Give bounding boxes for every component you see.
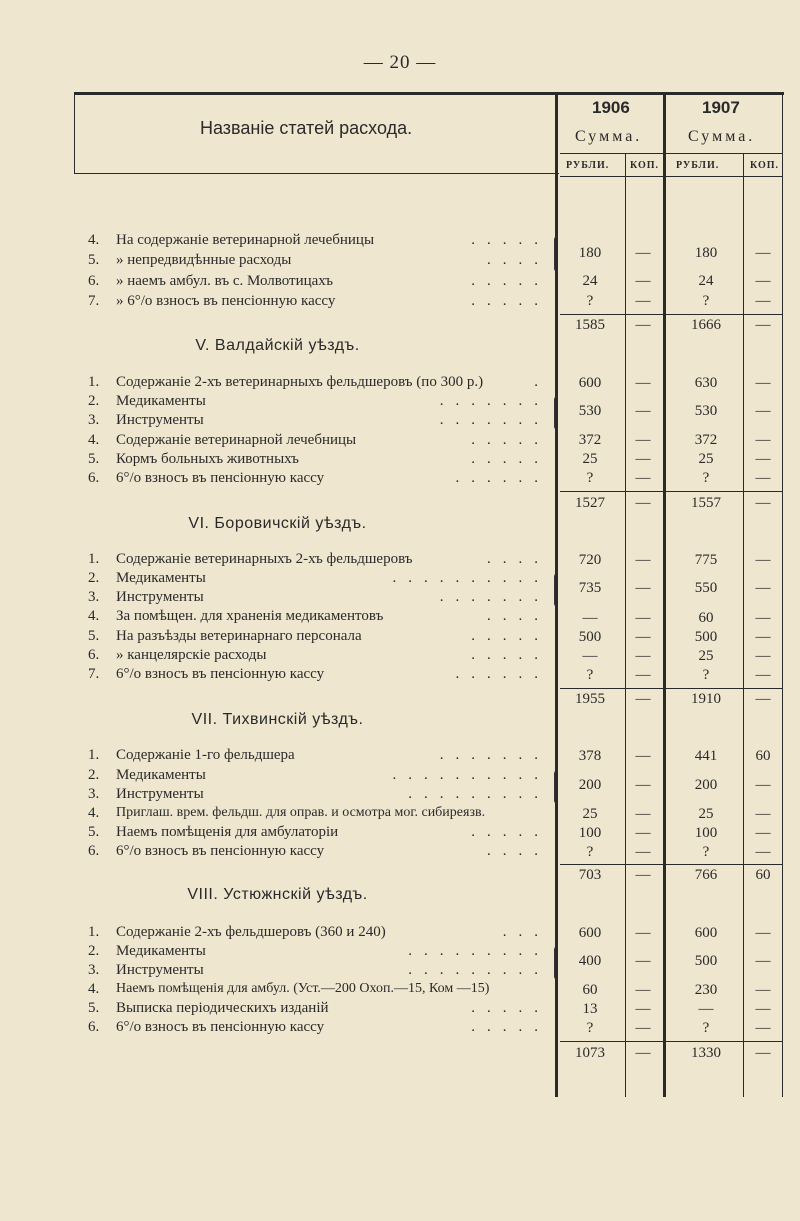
total-1906-kop: — <box>635 495 651 511</box>
row-label: Содержаніе 1-го фельдшера <box>116 747 295 763</box>
value-1907-kop: — <box>755 610 771 626</box>
table-row: 3. Инструменты ....... <box>88 412 550 428</box>
value-1906-kop: — <box>635 825 651 841</box>
year-1907: 1907 <box>702 98 740 117</box>
row-label: Выписка періодическихъ изданій <box>116 1000 329 1016</box>
value-1907-rub: 200 <box>694 777 718 793</box>
row-number: 3. <box>88 962 100 978</box>
value-1907-rub: 25 <box>698 806 714 822</box>
table-row <box>88 805 558 825</box>
total-1907-rub: 1557 <box>691 495 721 511</box>
value-1906-rub: ? <box>586 844 594 860</box>
value-1907-rub: 550 <box>694 580 718 596</box>
value-1907-rub: 180 <box>694 245 718 261</box>
total-1907-kop: — <box>755 495 771 511</box>
table-row <box>88 981 558 1001</box>
right-border <box>782 92 783 1097</box>
value-1907-kop: — <box>755 432 771 448</box>
row-number: 6. <box>88 647 100 663</box>
value-1907-rub: 500 <box>694 953 718 969</box>
table-row: 1. Содержаніе 1-го фельдшера ....... <box>88 747 550 763</box>
table-row: 2. Медикаменты ....... <box>88 393 550 409</box>
row-label: Приглаш. врем. фельдш. для оправ. и осмотра мог. сибиреязв. <box>116 805 486 820</box>
row-label: » непредвидѣнные расходы <box>116 252 292 268</box>
value-1906-kop: — <box>635 245 651 261</box>
row-label: Наемъ помѣщенія для амбулаторіи <box>116 824 339 840</box>
value-1907-rub: ? <box>702 667 710 683</box>
table-row: 3. Инструменты ....... <box>88 589 550 605</box>
year-1906: 1906 <box>592 98 630 117</box>
total-1906-kop: — <box>635 1045 651 1061</box>
value-1906-rub: 500 <box>578 629 602 645</box>
value-1906-kop: — <box>635 580 651 596</box>
table-row: 6. 6°/о взносъ въ пенсіонную кассу .... <box>88 843 550 859</box>
total-1906-kop: — <box>635 867 651 883</box>
value-1907-kop: — <box>755 245 771 261</box>
value-1906-kop: — <box>635 470 651 486</box>
value-1906-kop: — <box>635 1001 651 1017</box>
value-1907-rub: ? <box>702 470 710 486</box>
value-1907-rub: 230 <box>694 982 718 998</box>
value-1907-kop: — <box>755 844 771 860</box>
value-1907-kop: — <box>755 375 771 391</box>
row-label: Медикаменты <box>116 570 206 586</box>
table-row: 2. Медикаменты ......... <box>88 943 550 959</box>
table-row: 4. Содержаніе ветеринарной лечебницы ..... <box>88 432 550 448</box>
value-1907-kop: — <box>755 667 771 683</box>
row-label: Кормъ больныхъ животныхъ <box>116 451 299 467</box>
kop-1906-header: КОП. <box>630 160 660 171</box>
table-row: 1. Содержаніе 2-хъ фельдшеровъ (360 и 240) ... <box>88 924 550 940</box>
value-1906-rub: — <box>582 648 598 664</box>
value-1906-rub: 378 <box>578 748 602 764</box>
row-number: 1. <box>88 551 100 567</box>
total-rule <box>560 491 782 492</box>
value-1907-kop: — <box>755 629 771 645</box>
row-number: 4. <box>88 608 100 624</box>
summa-1907: Сумма. <box>688 128 756 145</box>
value-1907-kop: — <box>755 982 771 998</box>
row-number: 5. <box>88 824 100 840</box>
value-1906-rub: 24 <box>582 273 598 289</box>
value-1906-rub: 372 <box>578 432 602 448</box>
value-1907-rub: ? <box>702 1020 710 1036</box>
total-1906-rub: 1955 <box>575 691 605 707</box>
row-number: 6. <box>88 273 100 289</box>
value-1906-kop: — <box>635 844 651 860</box>
table-row: 4. На содержаніе ветеринарной лечебницы ..... <box>88 232 550 248</box>
value-1907-rub: — <box>698 1001 714 1017</box>
table-row: 5. Выписка періодическихъ изданій ..... <box>88 1000 550 1016</box>
table-row: 5. На разъѣзды ветеринарнаго персонала ..... <box>88 628 550 644</box>
value-1906-rub: 25 <box>582 806 598 822</box>
table-row: 7. 6°/о взносъ въ пенсіонную кассу ...... <box>88 666 550 682</box>
value-1907-kop: — <box>755 648 771 664</box>
row-number: 5. <box>88 252 100 268</box>
value-1906-rub: 200 <box>578 777 602 793</box>
row-label: Наемъ помѣщенія для амбул. (Уст.—200 Охоп.—15, Ком —15) <box>116 981 490 996</box>
kop-1907-header: КОП. <box>750 160 780 171</box>
rub-1906-header: РУБЛИ. <box>566 160 610 171</box>
value-1906-rub: 400 <box>578 953 602 969</box>
row-label: На разъѣзды ветеринарнаго персонала <box>116 628 362 644</box>
value-1907-rub: ? <box>702 293 710 309</box>
row-number: 4. <box>88 805 100 821</box>
table-row: 2. Медикаменты .......... <box>88 570 550 586</box>
table-row: 6. » канцелярскіе расходы ..... <box>88 647 550 663</box>
value-1906-kop: — <box>635 806 651 822</box>
value-1907-rub: 441 <box>694 748 718 764</box>
row-number: 4. <box>88 432 100 448</box>
kop-1906-left-rule <box>625 153 626 1097</box>
value-1907-kop: — <box>755 825 771 841</box>
row-number: 2. <box>88 943 100 959</box>
value-1906-kop: — <box>635 648 651 664</box>
value-1907-kop: — <box>755 1020 771 1036</box>
value-1906-kop: — <box>635 629 651 645</box>
row-label: Инструменты <box>116 786 204 802</box>
value-1906-rub: ? <box>586 470 594 486</box>
table-top-rule <box>74 92 784 95</box>
page-number: — 20 — <box>363 52 437 73</box>
summa-1906: Сумма. <box>575 128 643 145</box>
value-1907-rub: ? <box>702 844 710 860</box>
value-1907-kop: — <box>755 552 771 568</box>
row-number: 7. <box>88 666 100 682</box>
row-label: Содержаніе 2-хъ ветеринарныхъ фельдшеровъ (по 300 р.) <box>116 374 484 390</box>
value-1907-kop: — <box>755 806 771 822</box>
value-1906-kop: — <box>635 777 651 793</box>
row-number: 2. <box>88 393 100 409</box>
value-1906-rub: 60 <box>582 982 598 998</box>
row-label: Медикаменты <box>116 393 206 409</box>
row-number: 1. <box>88 747 100 763</box>
row-number: 3. <box>88 412 100 428</box>
value-1906-rub: 735 <box>578 580 602 596</box>
header-bottom-rule <box>74 173 559 174</box>
value-1906-rub: — <box>582 610 598 626</box>
row-label: » наемъ амбул. въ с. Молвотицахъ <box>116 273 333 289</box>
value-1907-kop: — <box>755 273 771 289</box>
value-1906-kop: — <box>635 667 651 683</box>
table-row: 1. Содержаніе 2-хъ ветеринарныхъ фельдшеровъ (по 300 р.) . <box>88 374 550 390</box>
total-rule <box>560 688 782 689</box>
value-1906-rub: 600 <box>578 375 602 391</box>
row-number: 4. <box>88 232 100 248</box>
total-1907-rub: 766 <box>694 867 718 883</box>
value-1907-rub: 600 <box>694 925 718 941</box>
row-number: 6. <box>88 1019 100 1035</box>
table-row: 3. Инструменты ......... <box>88 786 550 802</box>
value-1907-rub: 500 <box>694 629 718 645</box>
value-1907-kop: — <box>755 925 771 941</box>
value-1907-rub: 60 <box>698 610 714 626</box>
total-rule <box>560 314 782 315</box>
row-number: 6. <box>88 843 100 859</box>
row-number: 2. <box>88 570 100 586</box>
row-number: 5. <box>88 1000 100 1016</box>
row-label: Инструменты <box>116 412 204 428</box>
table-row: 1. Содержаніе ветеринарныхъ 2-хъ фельдшеровъ .... <box>88 551 550 567</box>
table-row: 6. 6°/о взносъ въ пенсіонную кассу ...... <box>88 470 550 486</box>
summa-rule <box>560 153 782 154</box>
value-1906-rub: 530 <box>578 403 602 419</box>
row-label: Медикаменты <box>116 767 206 783</box>
value-1906-kop: — <box>635 1020 651 1036</box>
value-1906-kop: — <box>635 375 651 391</box>
value-1906-kop: — <box>635 748 651 764</box>
row-number: 3. <box>88 589 100 605</box>
row-label: Содержаніе 2-хъ фельдшеровъ (360 и 240) <box>116 924 386 940</box>
value-1907-rub: 775 <box>694 552 718 568</box>
row-number: 2. <box>88 767 100 783</box>
section-title: VI. Боровичскій уѣздъ. <box>188 515 367 532</box>
row-label: За помѣщен. для храненія медикаментовъ <box>116 608 384 624</box>
value-1906-rub: 720 <box>578 552 602 568</box>
subheader-rule <box>560 176 782 177</box>
value-1906-rub: ? <box>586 1020 594 1036</box>
value-1906-kop: — <box>635 432 651 448</box>
value-1906-kop: — <box>635 403 651 419</box>
total-1907-kop: — <box>755 691 771 707</box>
left-border <box>74 92 75 174</box>
column-title: Названіе статей расхода. <box>200 118 413 138</box>
row-label: 6°/о взносъ въ пенсіонную кассу <box>116 666 325 682</box>
section-title: VII. Тихвинскій уѣздъ. <box>191 711 364 728</box>
value-1906-kop: — <box>635 982 651 998</box>
row-number: 1. <box>88 924 100 940</box>
total-1906-kop: — <box>635 691 651 707</box>
total-1906-rub: 1073 <box>575 1045 605 1061</box>
value-1906-kop: — <box>635 925 651 941</box>
total-1907-rub: 1330 <box>691 1045 721 1061</box>
value-1907-rub: 100 <box>694 825 718 841</box>
value-1906-kop: — <box>635 953 651 969</box>
total-rule <box>560 864 782 865</box>
value-1907-kop: — <box>755 451 771 467</box>
total-1907-rub: 1910 <box>691 691 721 707</box>
row-number: 1. <box>88 374 100 390</box>
value-1907-rub: 530 <box>694 403 718 419</box>
total-1907-kop: — <box>755 317 771 333</box>
value-1907-kop: — <box>755 293 771 309</box>
value-1907-rub: 372 <box>694 432 718 448</box>
row-label: На содержаніе ветеринарной лечебницы <box>116 232 375 248</box>
row-label: » канцелярскіе расходы <box>116 647 267 663</box>
row-number: 6. <box>88 470 100 486</box>
value-1906-kop: — <box>635 451 651 467</box>
row-label: Содержаніе ветеринарной лечебницы <box>116 432 357 448</box>
rub-1907-header: РУБЛИ. <box>676 160 720 171</box>
total-rule <box>560 1041 782 1042</box>
row-label: 6°/о взносъ въ пенсіонную кассу <box>116 1019 325 1035</box>
row-label: » 6°/о взносъ въ пенсіонную кассу <box>116 293 336 309</box>
total-1907-kop: 60 <box>755 867 771 883</box>
table-row: 5. Кормъ больныхъ животныхъ ..... <box>88 451 550 467</box>
table-row: 5. » непредвидѣнные расходы .... <box>88 252 550 268</box>
total-1906-rub: 703 <box>578 867 602 883</box>
value-1906-rub: 600 <box>578 925 602 941</box>
section-title: VIII. Устюжнскій уѣздъ. <box>187 886 368 903</box>
value-1907-kop: — <box>755 580 771 596</box>
table-row: 6. » наемъ амбул. въ с. Молвотицахъ ..... <box>88 273 550 289</box>
row-label: 6°/о взносъ въ пенсіонную кассу <box>116 470 325 486</box>
total-1907-kop: — <box>755 1045 771 1061</box>
row-number: 7. <box>88 293 100 309</box>
table-row: 6. 6°/о взносъ въ пенсіонную кассу ..... <box>88 1019 550 1035</box>
total-1906-kop: — <box>635 317 651 333</box>
total-1906-rub: 1527 <box>575 495 605 511</box>
table-row: 5. Наемъ помѣщенія для амбулаторіи ..... <box>88 824 550 840</box>
value-1906-rub: 13 <box>582 1001 598 1017</box>
value-1906-kop: — <box>635 552 651 568</box>
table-row: 4. За помѣщен. для храненія медикаментовъ .... <box>88 608 550 624</box>
section-title: V. Валдайскій уѣздъ. <box>195 337 360 354</box>
table-row: 7. » 6°/о взносъ въ пенсіонную кассу ..... <box>88 293 550 309</box>
year-separator-rule <box>663 92 666 1097</box>
value-1907-kop: 60 <box>755 748 771 764</box>
table-row: 2. Медикаменты .......... <box>88 767 550 783</box>
row-label: Содержаніе ветеринарныхъ 2-хъ фельдшеровъ <box>116 551 413 567</box>
row-number: 3. <box>88 786 100 802</box>
row-label: Инструменты <box>116 962 204 978</box>
value-1907-rub: 25 <box>698 648 714 664</box>
value-1907-kop: — <box>755 777 771 793</box>
value-1906-rub: 180 <box>578 245 602 261</box>
value-1906-rub: 25 <box>582 451 598 467</box>
value-1907-kop: — <box>755 953 771 969</box>
row-label: Инструменты <box>116 589 204 605</box>
total-1906-rub: 1585 <box>575 317 605 333</box>
value-1906-rub: ? <box>586 667 594 683</box>
row-label: 6°/о взносъ въ пенсіонную кассу <box>116 843 325 859</box>
value-1906-kop: — <box>635 273 651 289</box>
value-1906-rub: ? <box>586 293 594 309</box>
row-number: 5. <box>88 451 100 467</box>
value-1906-kop: — <box>635 610 651 626</box>
value-1906-rub: 100 <box>578 825 602 841</box>
value-1906-kop: — <box>635 293 651 309</box>
value-1907-kop: — <box>755 403 771 419</box>
row-label: Медикаменты <box>116 943 206 959</box>
total-1907-rub: 1666 <box>691 317 721 333</box>
value-1907-kop: — <box>755 470 771 486</box>
value-1907-rub: 25 <box>698 451 714 467</box>
value-1907-kop: — <box>755 1001 771 1017</box>
value-1907-rub: 24 <box>698 273 714 289</box>
table-row: 3. Инструменты ......... <box>88 962 550 978</box>
row-number: 4. <box>88 981 100 997</box>
value-1907-rub: 630 <box>694 375 718 391</box>
row-number: 5. <box>88 628 100 644</box>
